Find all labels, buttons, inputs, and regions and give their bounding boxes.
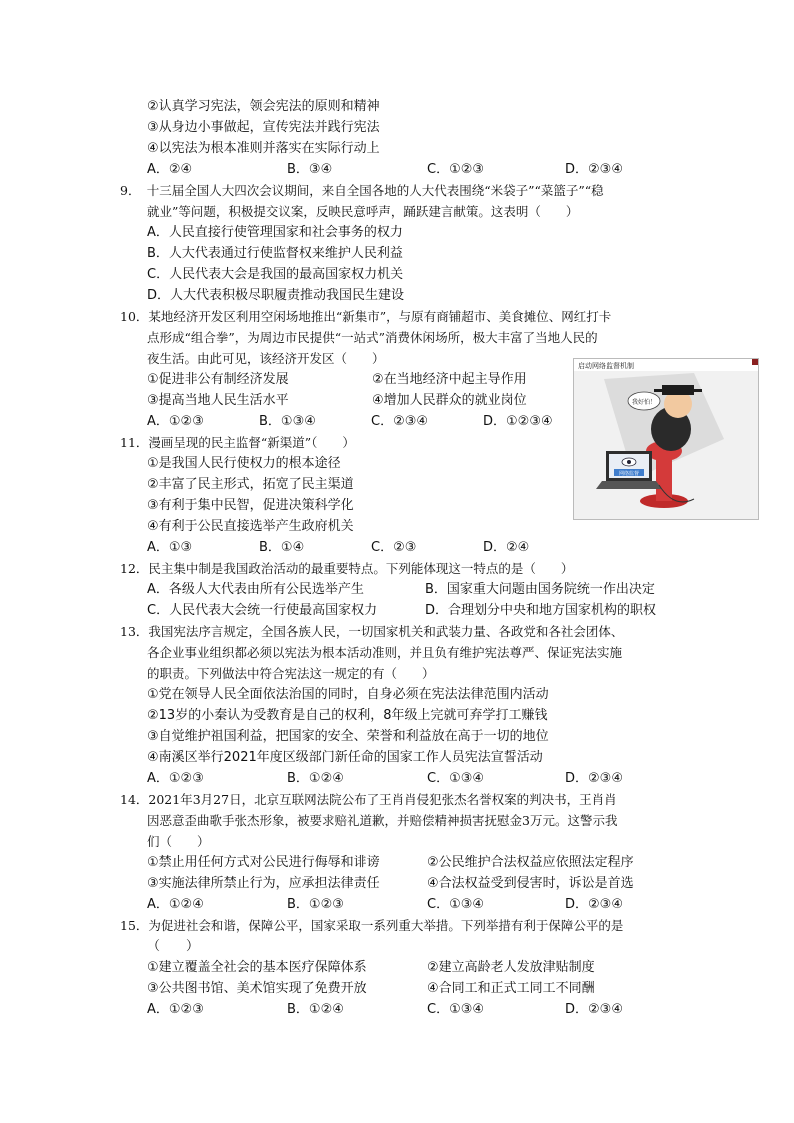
q9-option-b: B．人大代表通过行使监督权来维护人民利益 [147,246,403,261]
q8-option-c: C．①②③ [427,162,485,177]
q11-statement-1: ①是我国人民行使权力的根本途径 [147,456,341,471]
q8-statement-2: ②认真学习宪法，领会宪法的原则和精神 [147,99,380,114]
q15-statement-2: ②建立高龄老人发放津贴制度 [427,960,595,975]
q13-statement-3: ③自觉维护祖国利益，把国家的安全、荣誉和利益放在高于一切的地位 [147,729,549,744]
q14-stem-1: 14．2021年3月27日，北京互联网法院公布了王肖肖侵犯张杰名誉权案的判决书，王肖肖 [120,792,617,807]
q14-option-c: C．①③④ [427,897,485,912]
q13-option-d: D．②③④ [565,771,623,786]
q13-stem-3: 的职责。下列做法中符合宪法这一规定的有（ ） [147,666,435,681]
q12-option-b: B．国家重大问题由国务院统一作出决定 [425,582,655,597]
q12-option-c: C．人民代表大会统一行使最高国家权力 [147,603,378,618]
q13-stem-2: 各企业事业组织都必须以宪法为根本活动准则，并且负有维护宪法尊严、保证宪法实施 [147,645,623,660]
q10-stem-3: 夜生活。由此可见，该经济开发区（ ） [147,351,385,366]
q8-option-d: D．②③④ [565,162,623,177]
q13-statement-1: ①党在领导人民全面依法治国的同时，自身必须在宪法法律范围内活动 [147,687,549,702]
q12-option-a: A．各级人大代表由所有公民选举产生 [147,582,364,597]
q11-statement-4: ④有利于公民直接选举产生政府机关 [147,519,354,534]
q12-option-d: D．合理划分中央和地方国家机构的职权 [425,603,657,618]
q10-option-d: D．①②③④ [483,414,553,429]
q15-option-d: D．②③④ [565,1002,623,1017]
cartoon-image [573,358,759,520]
q11-stem: 11．漫画呈现的民主监督“新渠道”（ ） [120,435,355,450]
q8-option-b: B．③④ [287,162,333,177]
q13-statement-4: ④南溪区举行2021年度区级部门新任命的国家工作人员宪法宣誓活动 [147,750,543,765]
q14-statement-3: ③实施法律所禁止行为，应承担法律责任 [147,876,380,891]
q14-statement-4: ④合法权益受到侵害时，诉讼是首选 [427,876,634,891]
q13-statement-2: ②13岁的小秦认为受教育是自己的权利，8年级上完就可弃学打工赚钱 [147,708,548,723]
cartoon-screen-label: 网络监督 [618,471,640,477]
q14-statement-1: ①禁止用任何方式对公民进行侮辱和诽谤 [147,855,380,870]
q13-option-b: B．①②④ [287,771,344,786]
q10-stem-2: 点形成“组合拳”，为周边市民提供“一站式”消费休闲场所，极大丰富了当地人民的 [147,330,598,345]
q15-statement-4: ④合同工和正式工同工不同酬 [427,981,595,996]
q14-stem-2: 因恶意歪曲歌手张杰形象，被要求赔礼道歉，并赔偿精神损害抚慰金3万元。这警示我 [147,813,618,828]
q10-statement-2: ②在当地经济中起主导作用 [372,372,527,387]
q14-option-d: D．②③④ [565,897,623,912]
q11-statement-3: ③有利于集中民智，促进决策科学化 [147,498,354,513]
q12-stem: 12．民主集中制是我国政治活动的最重要特点。下列能体现这一特点的是（ ） [120,561,574,576]
q15-option-c: C．①③④ [427,1002,485,1017]
q15-statement-1: ①建立覆盖全社会的基本医疗保障体系 [147,960,367,975]
cartoon-illustration-icon [574,359,758,519]
q10-stem-1: 10．某地经济开发区利用空闲场地推出“新集市”，与原有商铺超市、美食摊位、网红打卡 [120,309,612,324]
q8-statement-4: ④以宪法为根本准则并落实在实际行动上 [147,141,380,156]
q14-statement-2: ②公民维护合法权益应依照法定程序 [427,855,634,870]
cartoon-title: 启动网络监督机制 [578,362,634,370]
q10-statement-3: ③提高当地人民生活水平 [147,393,289,408]
q11-option-a: A．①③ [147,540,193,555]
q9-stem-1: 9． 十三届全国人大四次会议期间，来自全国各地的人大代表围绕“米袋子”“菜篮子”“稳 [120,183,604,198]
q14-option-b: B．①②③ [287,897,344,912]
q10-option-a: A．①②③ [147,414,204,429]
cartoon-bubble: 我好怕！ [631,399,657,406]
q9-option-d: D．人大代表积极尽职履责推动我国民生建设 [147,288,405,303]
q8-statement-3: ③从身边小事做起，宣传宪法并践行宪法 [147,120,380,135]
q15-statement-3: ③公共图书馆、美术馆实现了免费开放 [147,981,367,996]
q8-option-a: A．②④ [147,162,193,177]
q14-stem-3: 们（ ） [147,834,210,849]
q15-stem-1: 15．为促进社会和谐，保障公平，国家采取一系列重大举措。下列举措有利于保障公平的是 [120,918,624,933]
q11-statement-2: ②丰富了民主形式，拓宽了民主渠道 [147,477,354,492]
q13-stem-1: 13．我国宪法序言规定，全国各族人民，一切国家机关和武装力量、各政党和各社会团体、 [120,624,624,639]
q10-statement-4: ④增加人民群众的就业岗位 [372,393,527,408]
q15-option-a: A．①②③ [147,1002,204,1017]
q9-option-a: A．人民直接行使管理国家和社会事务的权力 [147,225,403,240]
q10-statement-1: ①促进非公有制经济发展 [147,372,289,387]
q13-option-c: C．①③④ [427,771,485,786]
q10-option-c: C．②③④ [371,414,429,429]
q9-option-c: C．人民代表大会是我国的最高国家权力机关 [147,267,404,282]
q13-option-a: A．①②③ [147,771,204,786]
q11-option-d: D．②④ [483,540,530,555]
q14-option-a: A．①②④ [147,897,204,912]
q10-option-b: B．①③④ [259,414,316,429]
q15-stem-2: （ ） [147,939,200,954]
q9-stem-2: 就业”等问题，积极提交议案，反映民意呼声，踊跃建言献策。这表明（ ） [147,204,579,219]
q11-option-b: B．①④ [259,540,305,555]
q15-option-b: B．①②④ [287,1002,344,1017]
q11-option-c: C．②③ [371,540,417,555]
